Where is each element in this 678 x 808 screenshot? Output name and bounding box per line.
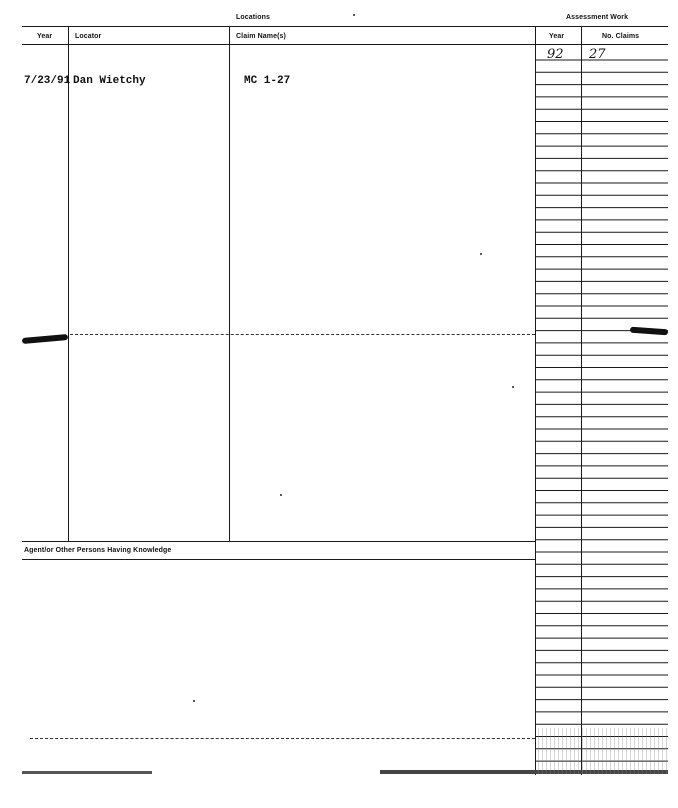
entry-year: 7/23/91	[24, 75, 71, 87]
bottom-dashed-rule	[30, 738, 535, 739]
scan-speck	[353, 14, 355, 16]
agents-header: Agent/or Other Persons Having Knowledge	[24, 547, 172, 554]
claim-names-column-header: Claim Name(s)	[236, 33, 286, 40]
agents-header-rule	[22, 559, 535, 560]
locations-header: Locations	[236, 14, 270, 21]
entry-claim-name: MC 1-27	[244, 75, 291, 87]
aw-year-column-header: Year	[549, 33, 565, 40]
assessment-year-value: 92	[547, 47, 564, 62]
assessment-no-claims-value: 27	[589, 47, 606, 62]
assessment-bottom-noise	[538, 728, 668, 774]
scan-speck	[193, 700, 195, 702]
scan-speck	[480, 253, 482, 255]
year-column-header: Year	[37, 33, 53, 40]
entry-locator: Dan Wietchy	[73, 75, 146, 87]
scan-speck	[512, 386, 514, 388]
locator-column-header: Locator	[75, 33, 102, 40]
scan-speck	[280, 494, 282, 496]
bottom-scan-smudge-left	[22, 771, 152, 774]
mid-dashed-rule	[70, 334, 535, 335]
aw-no-claims-column-header: No. Claims	[602, 33, 640, 40]
assessment-work-header: Assessment Work	[566, 14, 629, 21]
locations-bottom-rule	[22, 541, 535, 542]
